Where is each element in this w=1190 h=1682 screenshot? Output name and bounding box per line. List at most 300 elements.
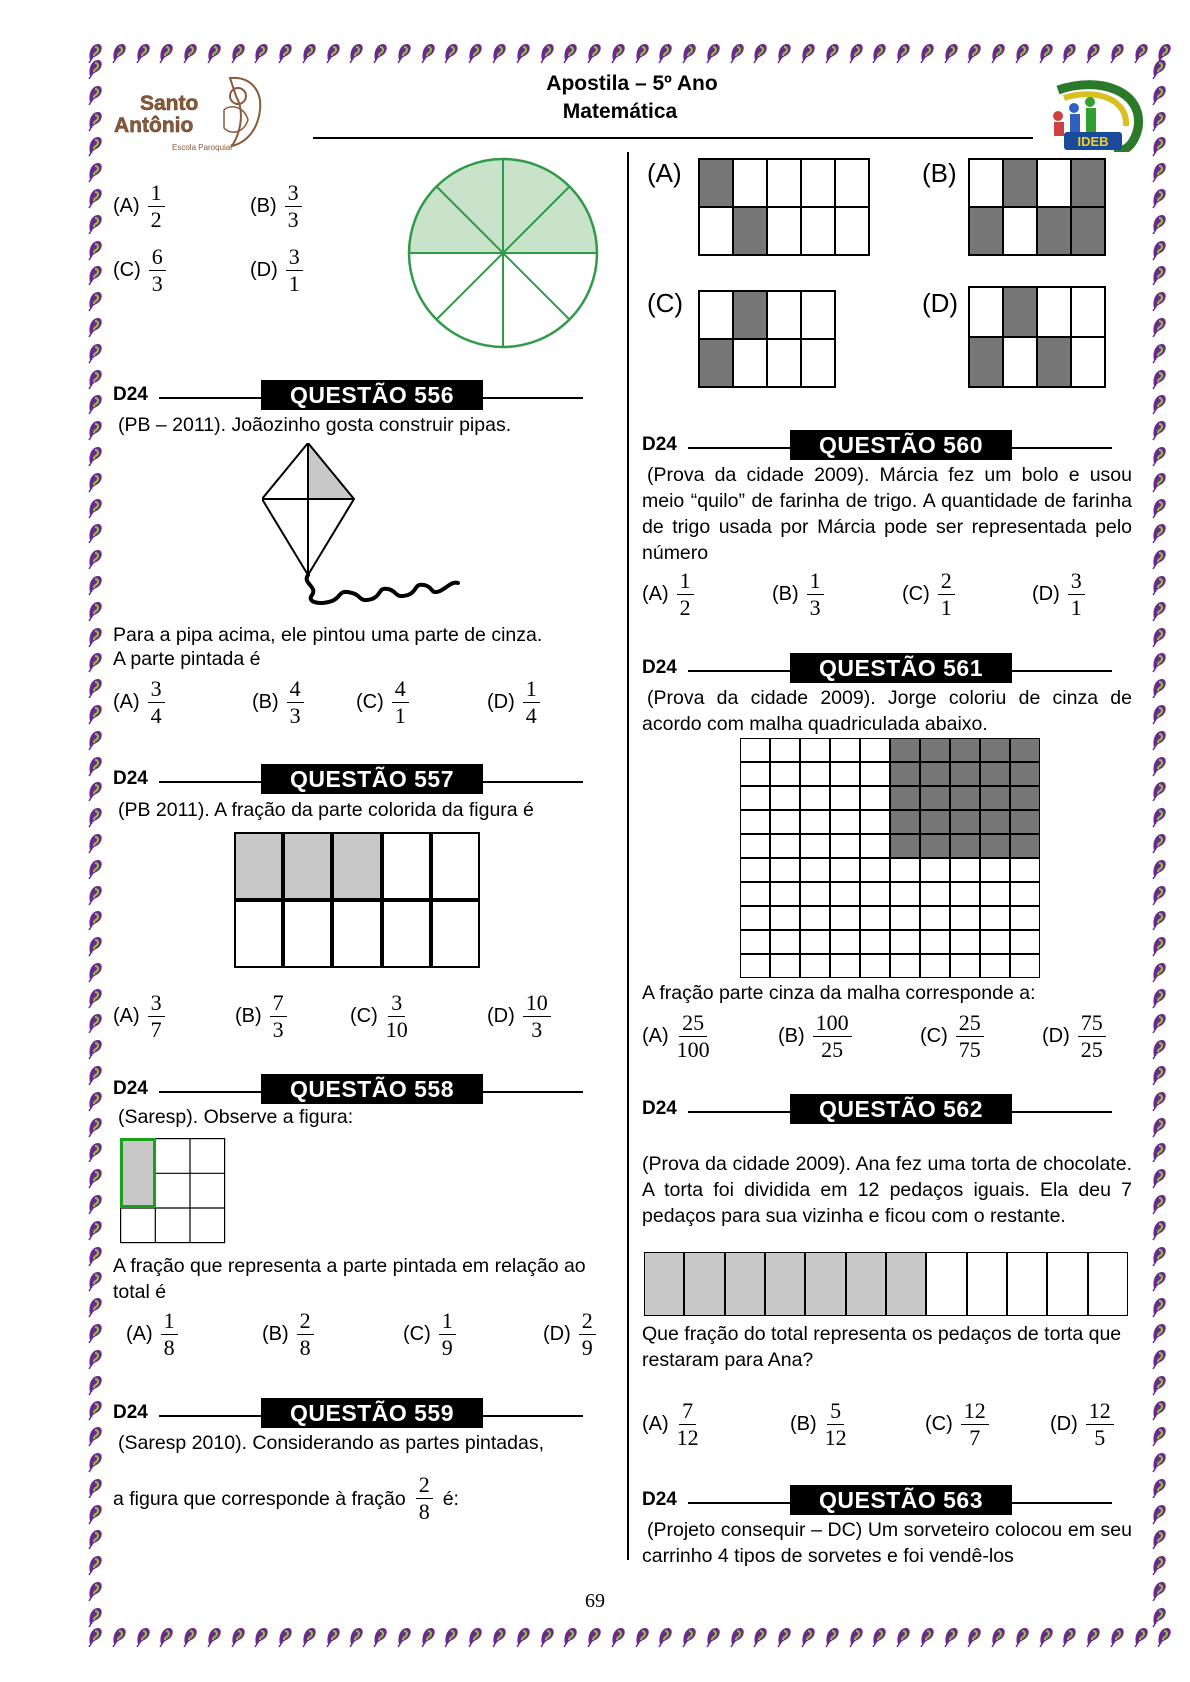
page-border-left [86,58,110,1628]
grid-cell [920,954,950,978]
option-label: (C) [113,259,141,281]
grid-cell [835,207,869,255]
border-ornament [1150,58,1168,80]
border-ornament [514,42,532,64]
border-ornament [300,42,318,64]
grid-cell [800,738,830,762]
border-ornament [1150,755,1168,777]
grid-cell [920,762,950,786]
question-558-after: A fração que representa a parte pintada em relação ao total é [113,1255,586,1303]
option-label: (C) [350,1005,378,1027]
border-ornament [894,42,912,64]
border-ornament [1150,1451,1168,1473]
descriptor-code: D24 [642,434,677,455]
border-ornament [561,1626,579,1648]
fraction [1086,1398,1114,1451]
grid-cell [699,159,733,207]
grid-cell [1047,1252,1087,1316]
border-ornament [86,677,104,699]
grid-cell [1003,287,1037,337]
option-label: (B) [250,195,277,217]
border-ornament [110,1626,128,1648]
q559-figure-c[interactable] [698,290,836,388]
grid-cell [920,786,950,810]
border-ornament [1150,1270,1168,1292]
numerator: 1 [677,568,694,595]
q556-option-b[interactable] [252,676,304,729]
logo-text-santo: Santo [140,92,199,115]
border-ornament [86,1038,104,1060]
border-ornament [86,1477,104,1499]
border-ornament [656,1626,674,1648]
q560-option-c[interactable] [902,568,955,621]
fraction [677,1398,699,1451]
border-ornament [252,1626,270,1648]
grid-cell [332,900,381,968]
grid-cell [890,762,920,786]
border-ornament [86,548,104,570]
descriptor-code: D24 [113,384,148,405]
grid-cell [805,1252,845,1316]
grid-cell [770,882,800,906]
fraction [161,1308,178,1361]
border-ornament [1150,264,1168,286]
header-rule [483,1091,583,1093]
kite-figure [262,443,462,619]
grid-cell [860,762,890,786]
grid-cell [980,930,1010,954]
numerator: 3 [286,244,303,271]
denominator: 3 [272,1017,284,1042]
q558-option-b[interactable] [262,1308,314,1361]
border-ornament [86,755,104,777]
border-ornament [1150,626,1168,648]
grid-cell [1003,207,1037,255]
border-ornament [86,961,104,983]
option-label: (B) [262,1323,289,1345]
border-ornament [1150,1167,1168,1189]
border-ornament [633,1626,651,1648]
q558-option-a[interactable] [126,1308,178,1361]
grid-cell [830,858,860,882]
border-ornament [751,42,769,64]
grid-cell [767,159,801,207]
border-ornament [324,1626,342,1648]
grid-cell [800,882,830,906]
grid-cell [765,1252,805,1316]
denominator: 3 [531,1017,543,1042]
fraction [938,568,955,621]
border-ornament [276,42,294,64]
denominator: 3 [151,271,163,296]
denominator: 1 [940,595,952,620]
q558-option-d[interactable] [543,1308,596,1361]
option-label: (C) [925,1413,953,1435]
border-ornament [1150,1296,1168,1318]
border-ornament [1150,497,1168,519]
prev-option-b[interactable] [250,180,302,233]
grid-cell [770,762,800,786]
prev-option-d[interactable] [250,244,303,297]
fraction [416,1472,433,1525]
numerator: 3 [285,180,302,207]
q561-option-d[interactable] [1042,1010,1106,1063]
grid-cell [770,858,800,882]
border-ornament [86,1141,104,1163]
grid-cell [950,858,980,882]
border-ornament [680,1626,698,1648]
grid-cell [740,882,770,906]
q562-option-a[interactable] [642,1398,699,1451]
question-561-after: A fração parte cinza da malha corresponde a: [642,982,1036,1004]
border-ornament [86,1503,104,1525]
grid-cell [770,834,800,858]
border-ornament [86,522,104,544]
grid-cell [770,906,800,930]
grid-cell [860,858,890,882]
numerator: 4 [287,676,304,703]
numerator: 1 [523,676,540,703]
border-ornament [86,1012,104,1034]
border-ornament [1060,1626,1078,1648]
grid-cell [283,832,332,900]
border-ornament [1150,368,1168,390]
border-ornament [205,1626,223,1648]
border-ornament [419,42,437,64]
option-label: (D) [543,1323,571,1345]
grid-cell [1010,954,1040,978]
border-ornament [1150,161,1168,183]
border-ornament [86,264,104,286]
border-ornament [965,1626,983,1648]
fraction [286,244,303,297]
border-ornament [1132,42,1150,64]
option-label: (A) [126,1323,153,1345]
question-556-header [113,380,583,410]
border-ornament [989,1626,1007,1648]
grid-cell [740,762,770,786]
grid-cell [860,738,890,762]
border-ornament [205,42,223,64]
grid-cell [890,738,920,762]
ideb-logo [1028,80,1146,152]
question-badge: QUESTÃO 556 [261,380,483,410]
border-ornament [86,780,104,802]
grid-cell [950,906,980,930]
grid-cell [699,339,733,387]
grid-cell [890,858,920,882]
grid-cell [1071,159,1105,207]
page-border-bottom [86,1626,1174,1652]
border-ornament [86,445,104,467]
grid-cell [699,291,733,339]
border-ornament [1150,1038,1168,1060]
question-badge: QUESTÃO 563 [790,1485,1012,1515]
border-ornament [609,42,627,64]
border-ornament [680,42,698,64]
q559-figure-b[interactable] [968,158,1106,256]
q556-option-a[interactable] [113,676,165,729]
q559-figure-a[interactable] [698,158,870,256]
denominator: 8 [299,1335,311,1360]
denominator: 1 [1070,595,1082,620]
border-ornament [442,42,460,64]
grid-cell [890,882,920,906]
denominator: 8 [418,1499,430,1524]
question-badge: QUESTÃO 562 [790,1094,1012,1124]
q561-option-a[interactable] [642,1010,710,1063]
option-label: (B) [252,691,279,713]
grid-cell [950,882,980,906]
grid-cell [740,738,770,762]
header-title-2: Matemática [562,100,678,123]
denominator: 7 [969,1425,981,1450]
numerator: 6 [149,244,166,271]
border-ornament [1150,290,1168,312]
question-557-header [113,764,583,794]
numerator: 3 [148,990,165,1017]
border-ornament [347,42,365,64]
fraction [813,1010,852,1063]
grid-cell [950,738,980,762]
border-ornament [442,1626,460,1648]
grid-cell [980,882,1010,906]
border-ornament [989,42,1007,64]
q556-option-d[interactable] [487,676,540,729]
q561-grid-figure [740,738,1040,978]
question-559-stem: (Saresp 2010). Considerando as partes pintadas, [118,1432,545,1454]
border-ornament [86,342,104,364]
grid-cell [920,906,950,930]
grid-cell [830,762,860,786]
q557-option-d[interactable] [487,990,551,1043]
border-ornament [1150,961,1168,983]
border-ornament [775,1626,793,1648]
border-ornament [466,1626,484,1648]
denominator: 25 [821,1037,844,1062]
border-ornament [704,42,722,64]
q557-option-c[interactable] [350,990,408,1043]
grid-cell [920,930,950,954]
header-rule [483,1415,583,1417]
border-ornament [1132,1626,1150,1648]
numerator: 7 [679,1398,696,1425]
grid-cell [234,900,283,968]
header-rule [1012,1111,1112,1113]
border-ornament [704,1626,722,1648]
grid-cell [920,738,950,762]
fraction [148,990,165,1043]
border-ornament [1150,471,1168,493]
border-ornament [847,1626,865,1648]
grid-cell [830,930,860,954]
numerator: 12 [961,1398,989,1425]
grid-cell [980,858,1010,882]
border-ornament [134,42,152,64]
question-badge: QUESTÃO 559 [261,1398,483,1428]
fraction [287,676,304,729]
fraction [956,1010,984,1063]
prev-option-a[interactable] [113,180,165,233]
fraction [1078,1010,1106,1063]
numerator: 1 [148,180,165,207]
border-ornament [1150,858,1168,880]
fraction [523,676,540,729]
denominator: 5 [1094,1425,1106,1450]
border-ornament [157,1626,175,1648]
border-ornament [1150,600,1168,622]
grid-cell [725,1252,765,1316]
grid-cell [860,930,890,954]
border-ornament [942,42,960,64]
grid-cell [740,786,770,810]
border-ornament [86,1245,104,1267]
denominator: 3 [289,703,301,728]
border-ornament [86,1064,104,1086]
grid-cell [860,882,890,906]
fraction [825,1398,847,1451]
border-ornament [86,1167,104,1189]
grid-cell [920,834,950,858]
grid-cell [770,810,800,834]
q562-option-d[interactable] [1050,1398,1114,1451]
question-558-stem: (Saresp). Observe a figura: [118,1106,354,1128]
border-ornament [1150,806,1168,828]
border-ornament [1150,84,1168,106]
grid-cell [740,858,770,882]
header-rule [159,1091,269,1093]
q557-option-a[interactable] [113,990,165,1043]
q560-option-d[interactable] [1032,568,1085,621]
grid-cell [800,762,830,786]
q560-option-a[interactable] [642,568,694,621]
border-ornament [86,1580,104,1602]
grid-cell [835,159,869,207]
border-ornament [823,42,841,64]
option-label: (A) [113,691,140,713]
border-ornament [86,1296,104,1318]
grid-cell [431,900,480,968]
fraction [961,1398,989,1451]
descriptor-code: D24 [642,657,677,678]
q559-figure-d[interactable] [968,286,1106,388]
q562-option-c[interactable] [925,1398,989,1451]
prev-option-c[interactable] [113,244,166,297]
q557-rectangle-figure [234,832,480,968]
border-ornament [1150,703,1168,725]
border-ornament [585,1626,603,1648]
fraction [677,1010,710,1063]
border-ornament [86,884,104,906]
grid-cell [684,1252,724,1316]
q561-option-b[interactable] [778,1010,852,1063]
border-ornament [86,1374,104,1396]
denominator: 75 [958,1037,981,1062]
numerator: 25 [679,1010,707,1037]
border-ornament [490,42,508,64]
grid-cell [770,930,800,954]
border-ornament [86,1116,104,1138]
numerator: 1 [161,1308,178,1335]
option-label: (C) [920,1025,948,1047]
q562-option-b[interactable] [790,1398,847,1451]
page-border-right [1150,58,1174,1628]
grid-cell [1071,337,1105,387]
q561-option-c[interactable] [920,1010,984,1063]
grid-cell [733,291,767,339]
header-rule [1012,1502,1112,1504]
border-ornament [86,1219,104,1241]
border-ornament [1150,651,1168,673]
grid-cell [950,762,980,786]
border-ornament [252,42,270,64]
q560-option-b[interactable] [772,568,824,621]
stem-text: a figura que corresponde à fração [113,1487,406,1510]
border-ornament [609,1626,627,1648]
numerator: 2 [416,1472,433,1499]
border-ornament [371,1626,389,1648]
logo-text-antonio: Antônio [114,114,194,137]
question-556-stem: (PB – 2011). Joãozinho gosta construir pipas. [118,414,512,436]
grid-cell [969,159,1003,207]
option-label: (A) [642,1413,669,1435]
grid-cell [1010,882,1040,906]
option-label: (C) [356,691,384,713]
grid-cell [770,738,800,762]
header-rule [483,397,583,399]
descriptor-code: D24 [642,1098,677,1119]
border-ornament [1150,1141,1168,1163]
border-ornament [1150,780,1168,802]
grid-cell [950,954,980,978]
question-557-stem: (PB 2011). A fração da parte colorida da figura é [118,799,534,821]
option-label: (B) [778,1025,805,1047]
border-ornament [1150,1012,1168,1034]
fig-label-a: (A) [647,158,682,188]
border-ornament [395,1626,413,1648]
grid-cell [332,832,381,900]
descriptor-code: D24 [113,1078,148,1099]
question-558-header [113,1074,583,1104]
q558-option-c[interactable] [403,1308,456,1361]
grid-cell [980,762,1010,786]
q558-grid-figure [120,1138,226,1244]
border-ornament [86,161,104,183]
grid-cell [830,834,860,858]
border-ornament [585,42,603,64]
border-ornament [86,1090,104,1112]
grid-cell [1007,1252,1047,1316]
grid-cell [800,906,830,930]
grid-cell [830,906,860,930]
fraction [439,1308,456,1361]
border-ornament [86,574,104,596]
border-ornament [86,84,104,106]
border-ornament [371,42,389,64]
header-rule [1012,670,1112,672]
border-ornament [86,497,104,519]
grid-cell [740,930,770,954]
numerator: 2 [938,568,955,595]
ideb-text: IDEB [1077,134,1109,149]
question-556-after: Para a pipa acima, ele pintou uma parte de cinza. [113,624,543,646]
q557-option-b[interactable] [235,990,287,1043]
q556-option-c[interactable] [356,676,409,729]
fraction [386,990,408,1043]
border-ornament [847,42,865,64]
border-ornament [1150,832,1168,854]
grid-cell [740,834,770,858]
